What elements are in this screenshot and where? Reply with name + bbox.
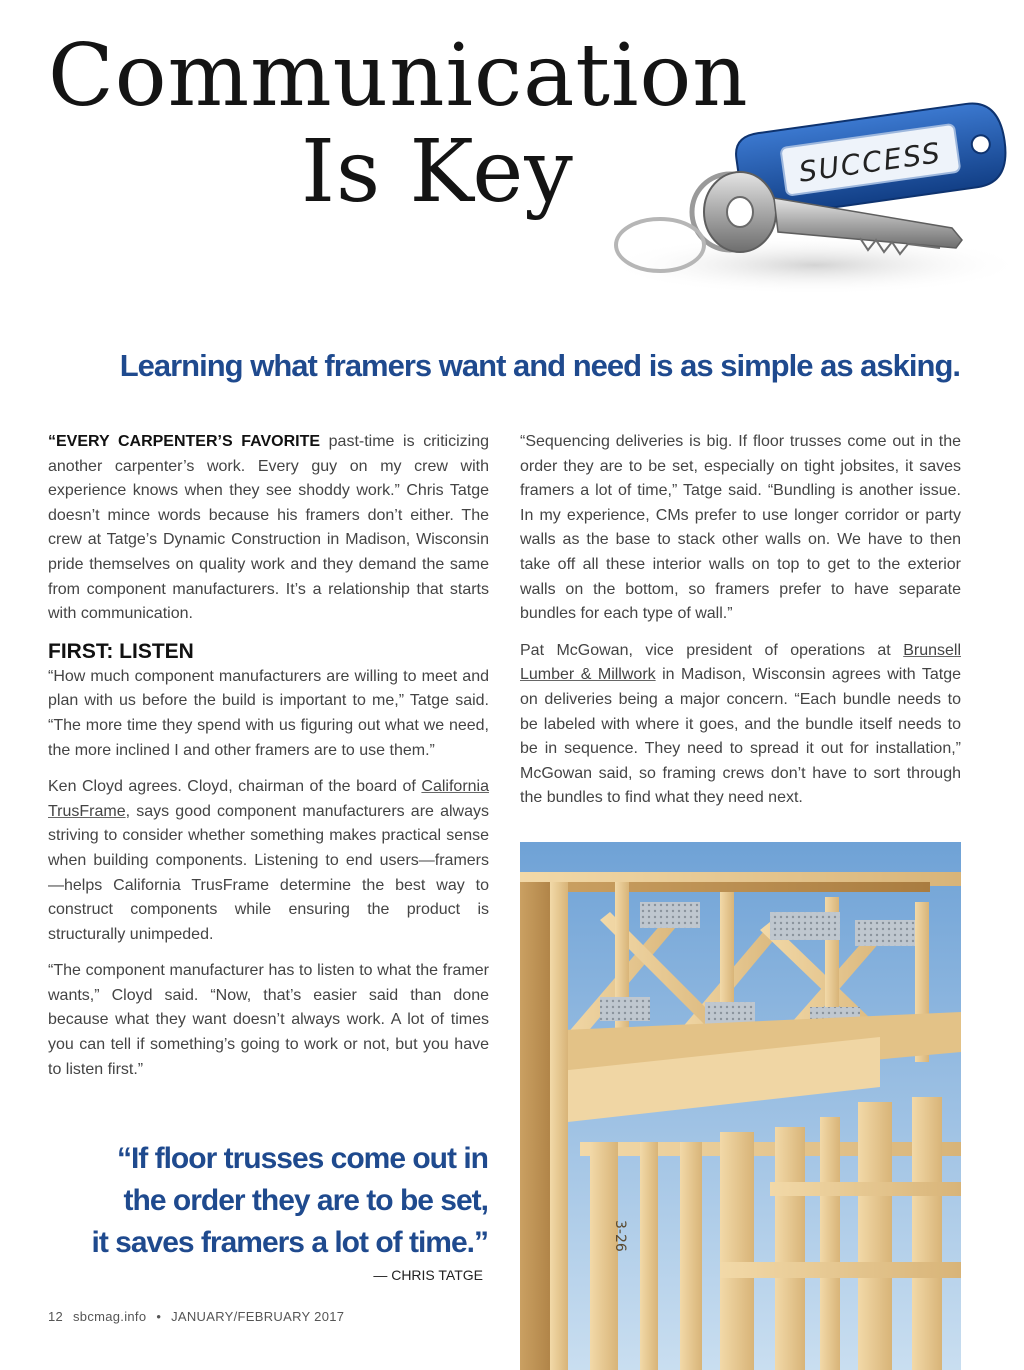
listen-paragraph: “How much component manufacturers are willing to meet and plan with us before the build is important to me,” Tatge said. “The more time they spend with us figuring out what we need, the more inclined I and other framers are to use them.” xyxy=(48,667,489,759)
intro-lead-in: “EVERY CARPENTER’S FAVORITE xyxy=(48,433,321,450)
keytag-label: SUCCESS xyxy=(796,136,944,189)
sequencing-paragraph: “Sequencing deliveries is big. If floor trusses come out in the order they are to be set, especially on tight jobsites, it saves framers a lot of time,” Tatge said. “Bundling is another issue. In my experience, CMs prefer to use longer corridor or party walls as the base to stack other walls on. We have to then take off all these interior walls on top to get to the exterior walls on the bottom, so framers prefer to have separate bundles for each type of wall.” xyxy=(520,433,961,623)
intro-paragraph xyxy=(48,430,489,627)
cloyd-paragraph: Ken Cloyd agrees. Cloyd, chairman of the board of California TrusFrame, says good component manufacturers are always striving to consider whether something makes practical sense when building components. Listening to end users—framers—helps California TrusFrame determine the best way to construct components while ensuring the product is structurally unimpeded. xyxy=(48,778,489,943)
pull-quote-line-2: the order they are to be set, xyxy=(123,1184,488,1217)
intro-body: past-time is criticizing another carpenter’s work. Every guy on my crew with experience knows when they see shoddy work.” Chris Tatge doesn’t mince words because his framers don’t either. The crew at Tatge’s Dynamic Construction in Madison, Wisconsin pride themselves on quality work and they demand the same from component manufacturers. It’s a relationship that starts with communication. xyxy=(48,433,489,623)
success-key-illustration xyxy=(600,100,1024,300)
page-footer xyxy=(48,1309,350,1324)
pull-quote xyxy=(48,1138,488,1264)
framing-photo xyxy=(520,842,961,1370)
section-heading-first-listen: FIRST: LISTEN xyxy=(48,639,194,663)
footer-bullet: • xyxy=(156,1309,162,1324)
title-line-1: Communication xyxy=(48,26,749,126)
left-column xyxy=(48,430,489,1094)
pull-quote-line-1: “If floor trusses come out in xyxy=(116,1142,488,1175)
pull-quote-line-3: it saves framers a lot of time.” xyxy=(91,1226,488,1259)
pull-quote-attribution: — CHRIS TATGE xyxy=(373,1267,483,1283)
stud-stamp: 3-26 xyxy=(612,1220,628,1252)
brunsell-lumber-link[interactable]: Brunsell Lumber & Millwork xyxy=(520,641,961,684)
page-number: 12 xyxy=(48,1309,64,1324)
right-column xyxy=(520,430,961,823)
cloyd-quote-paragraph: “The component manufacturer has to listen to what the framer wants,” Cloyd said. “Now, that’s easier said than done because what they want doesn’t always work. A lot of times you can tell if something’s going to work or not, but you have to listen first.” xyxy=(48,962,489,1078)
mcgowan-paragraph: Pat McGowan, vice president of operations at Brunsell Lumber & Millwork in Madison, Wisconsin agrees with Tatge on deliveries being a major concern. “Each bundle needs to be labeled with where it goes, and the bundle itself needs to be in sequence. They need to spread it out for installation,” McGowan said, so framing crews don’t have to sort through the bundles to find what they need next. xyxy=(520,641,961,807)
california-trusframe-link[interactable]: California TrusFrame xyxy=(48,778,489,820)
title-line-2: Is Key xyxy=(301,122,574,222)
footer-site: sbcmag.info xyxy=(72,1309,147,1324)
article-subhead: Learning what framers want and need is as simple as asking. xyxy=(119,348,960,383)
footer-issue: JANUARY/FEBRUARY 2017 xyxy=(171,1309,345,1324)
